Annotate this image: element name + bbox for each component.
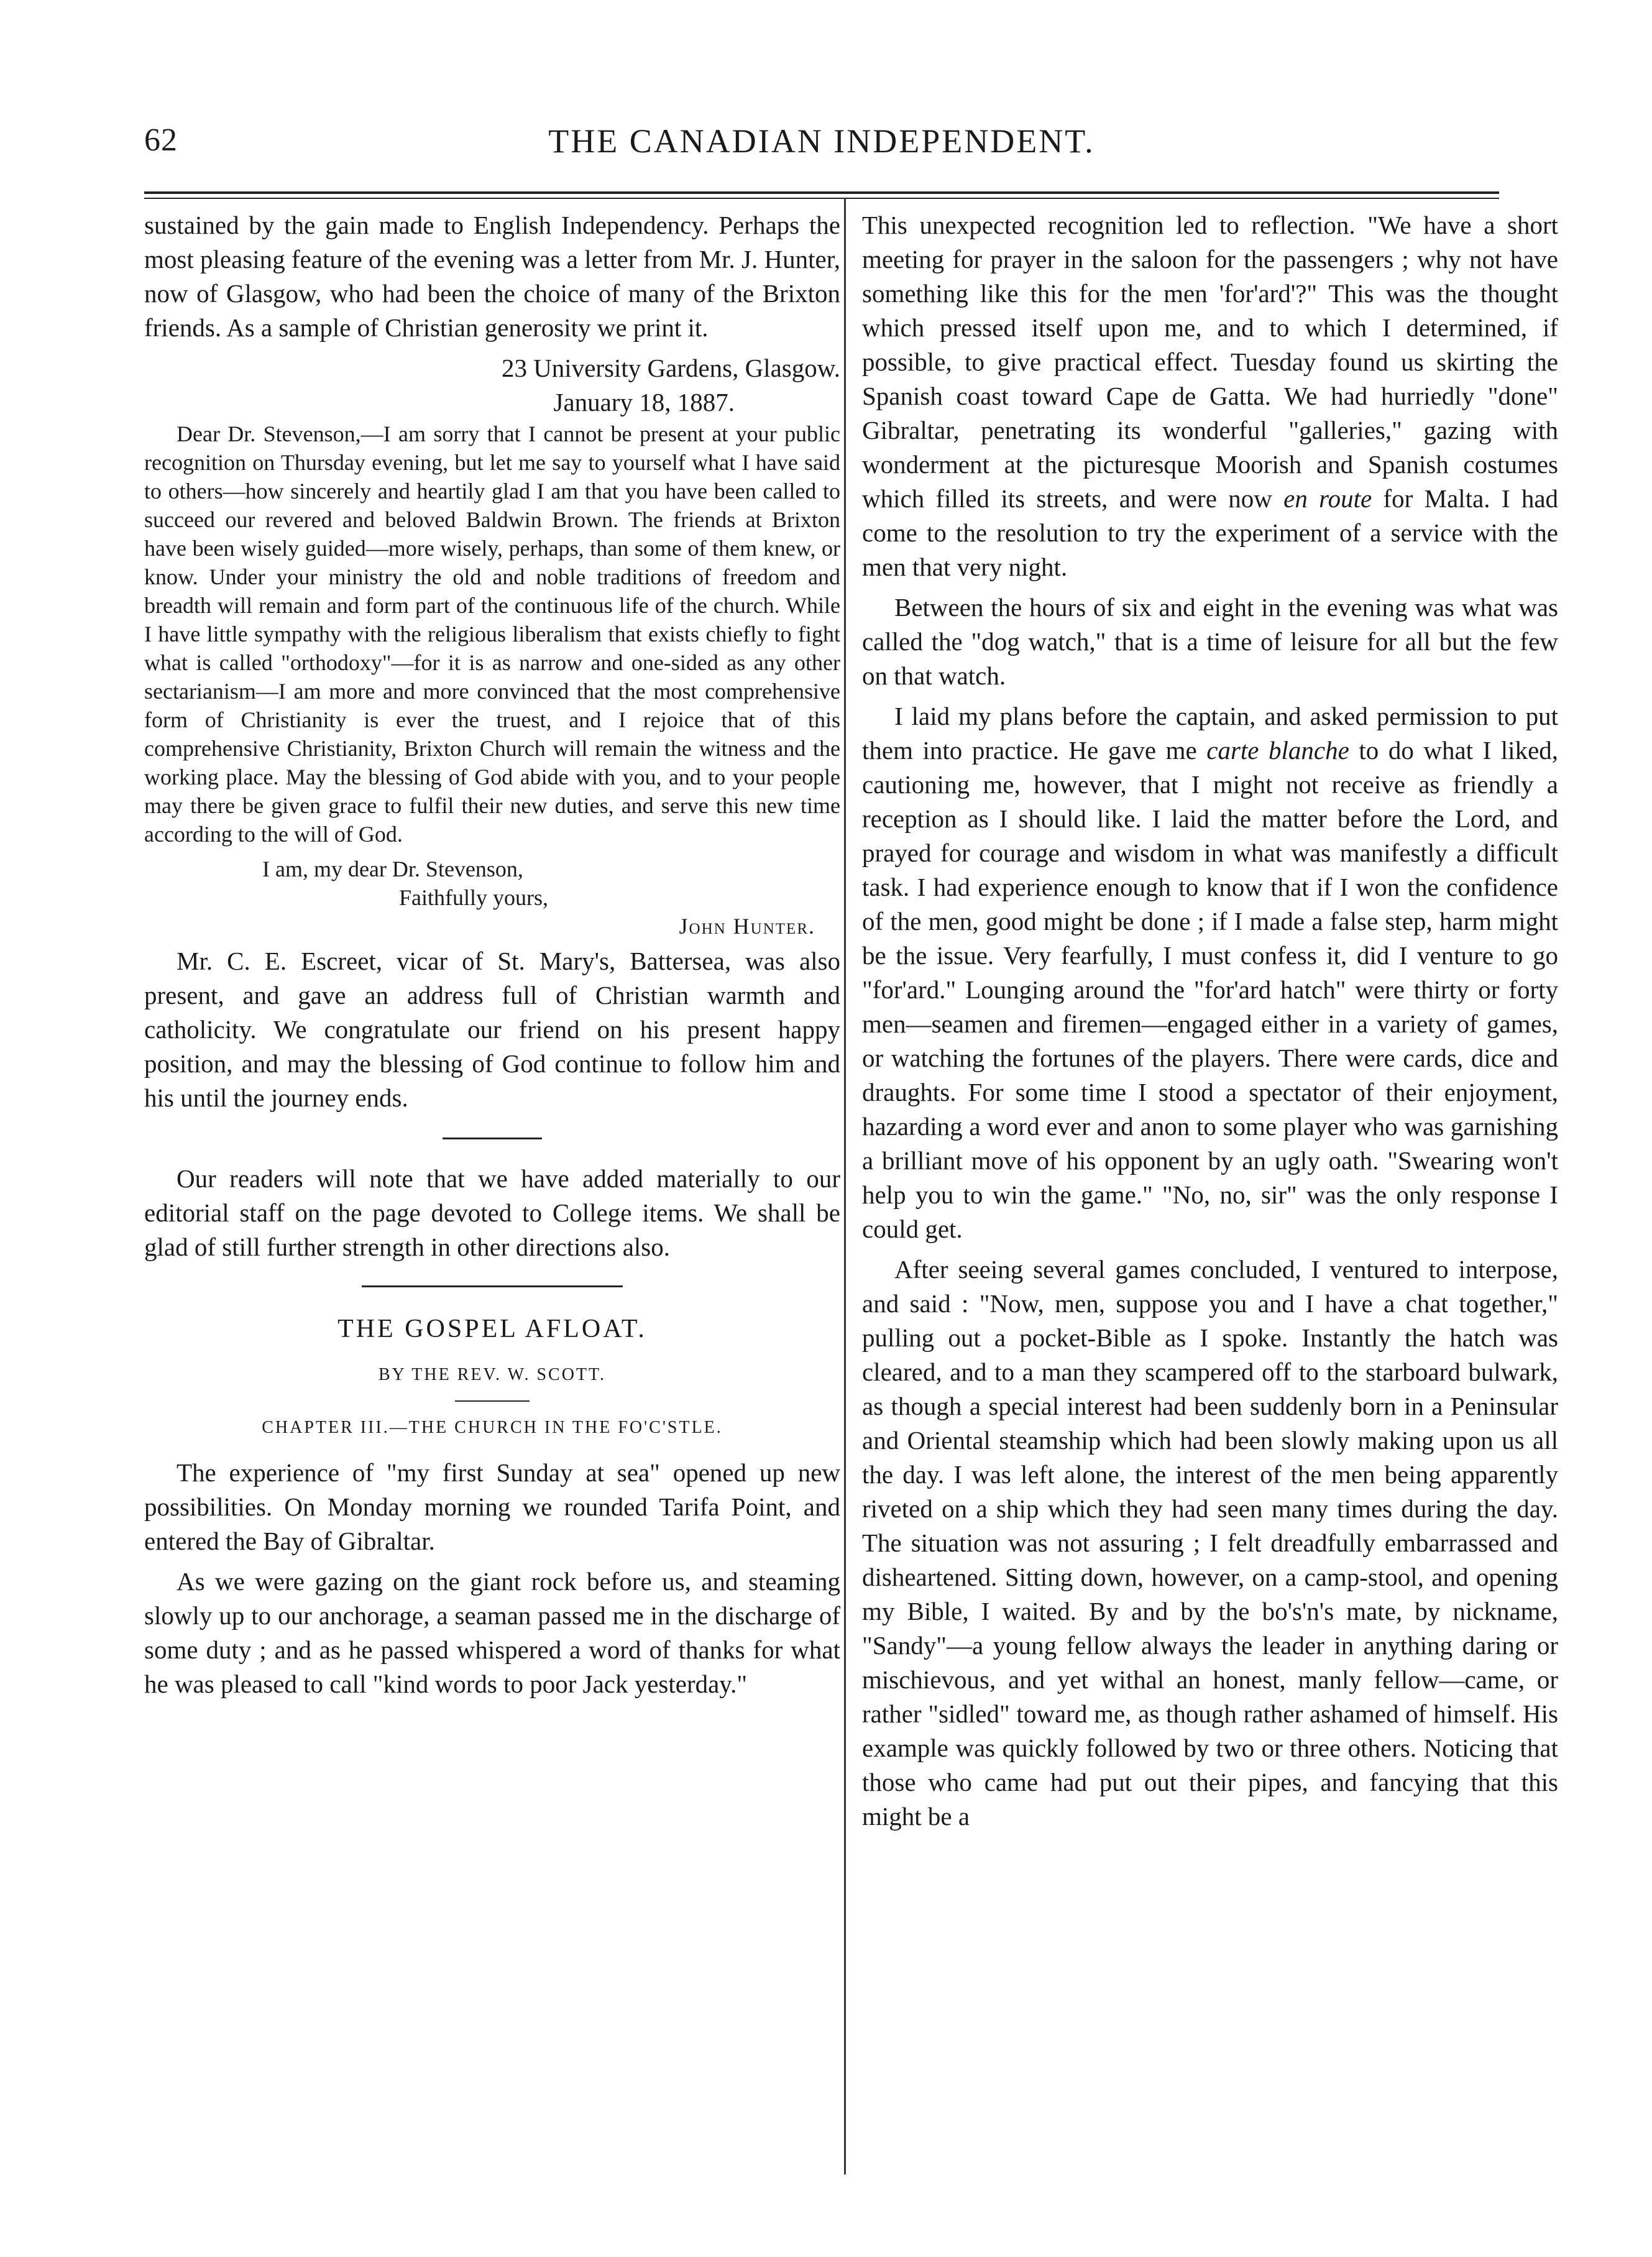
letter-valediction: Faithfully yours, — [399, 885, 548, 910]
article-byline: BY THE REV. W. SCOTT. — [378, 1365, 607, 1384]
recognition-text-a: This unexpected recognition led to reflection. "We have a short meeting for prayer in the saloon for the passengers ; why not have something like this for the men 'for'ard'?" This was the thought which pressed itself upon me, and to which I determined, if possible, to give practical effect. Tuesday found us skirting the Spanish coast toward Cape de Gatta. We had hurriedly "done" Gibraltar, penetrating its wonderful "galleries," gazing with wonderment at the picturesque Moorish and Spanish costumes which filled its streets, and were now — [862, 211, 1558, 513]
article-paragraph-1: The experience of "my first Sunday at sea" opened up new possibilities. On Monday morning we rounded Tarifa Point, and entered the Bay of Gibraltar. — [144, 1458, 840, 1555]
dog-watch-paragraph: Between the hours of six and eight in the evening was what was called the "dog watch," that is a time of leisure for all but the few on that watch. — [862, 593, 1558, 690]
recognition-text-b: for Malta. I had come to the resolution to try the experiment of a service with the men that very night. — [862, 484, 1559, 581]
letter-closing: I am, my dear Dr. Stevenson, — [262, 857, 523, 881]
captain-italic: carte blanche — [1206, 736, 1349, 765]
letter-date: January 18, 1887. — [553, 388, 735, 416]
column-divider — [844, 198, 846, 2174]
right-column — [862, 208, 1558, 1840]
byline-rule — [455, 1400, 530, 1402]
page-header — [144, 122, 1499, 172]
editorial-note: Our readers will note that we have added materially to our editorial staff on the page devoted to College items. We shall be glad of still further strength in other directions also. — [144, 1164, 840, 1261]
letter-body: Dear Dr. Stevenson,—I am sorry that I cannot be present at your public recognition on Thursday evening, but let me say to yourself what I have said to others—how sincerely and heartily glad I am that you have been called to succeed our revered and beloved Baldwin Brown. The friends at Brixton have been wisely guided—more wisely, perhaps, than some of them knew, or know. Under your ministry the old and noble traditions of freedom and breadth will remain and form part of the continuous life of the church. While I have little sympathy with the religious liberalism that exists chiefly to fight what is called "orthodoxy"—for it is as narrow and one-sided as any other sectarianism—I am more and more convinced that the most comprehensive form of Christianity is ever the truest, and I rejoice that of this comprehensive Christianity, Brixton Church will remain the witness and the working place. May the blessing of God abide with you, and to your people may there be given grace to fulfil their new duties, and serve this new time according to the will of God. — [144, 421, 840, 847]
article — [144, 1312, 840, 1701]
captain-paragraph — [862, 699, 1558, 1246]
recognition-italic: en route — [1283, 484, 1372, 513]
captain-text-a: I laid my plans before the captain, and asked permission to put them into practice. He gave me — [862, 702, 1558, 765]
recognition-paragraph — [862, 208, 1558, 584]
article-title: THE GOSPEL AFLOAT. — [337, 1315, 647, 1343]
left-column — [144, 208, 840, 1708]
header-rule-thin — [144, 198, 1499, 199]
page-number: 62 — [144, 122, 178, 158]
intro-paragraph: sustained by the gain made to English Independency. Perhaps the most pleasing feature of the evening was a letter from Mr. J. Hunter, now of Glasgow, who had been the choice of many of the Brixton friends. As a sample of Christian generosity we print it. — [144, 211, 840, 342]
article-paragraph-2: As we were gazing on the giant rock before us, and steaming slowly up to our anchorage, a seaman passed me in the discharge of some duty ; and as he passed whispered a word of thanks for what he was pleased to call "kind words to poor Jack yesterday." — [144, 1567, 840, 1698]
letter-signature: John Hunter. — [679, 914, 815, 939]
section-rule — [443, 1138, 542, 1139]
chapter-heading: CHAPTER III.—THE CHURCH IN THE FO'C'STLE. — [262, 1418, 723, 1437]
letter — [144, 351, 840, 940]
header-rule — [144, 191, 1499, 194]
captain-text-b: to do what I liked, cautioning me, however, that I might not receive as friendly a reception as I should like. I laid the matter before the Lord, and prayed for courage and wisdom in what was manifestly a difficult task. I had experience enough to know that if I won the confidence of the men, good might be done ; if I made a false step, harm might be the issue. Very fearfully, I must confess it, did I venture to go "for'ard." Lounging around the "for'ard hatch" were thirty or forty men—seamen and firemen—engaged either in a variety of games, or watching the fortunes of the players. There were cards, dice and draughts. For some time I stood a spectator of their enjoyment, hazarding a word ever and anon to some player who was garnishing a brilliant move of his opponent by an ugly oath. "Swearing won't help you to win the game." "No, no, sir" was the only response I could get. — [862, 736, 1559, 1243]
games-paragraph: After seeing several games concluded, I ventured to interpose, and said : "Now, men, suppose you and I have a chat together," pulling out a pocket-Bible as I spoke. Instantly the hatch was cleared, and to a man they scampered off to the starboard bulwark, as though a special interest had been suddenly born in a Peninsular and Oriental steamship which had been slowly making upon us all the day. I was left alone, the interest of the men being apparently riveted on a ship which they had seen many times during the day. The situation was not assuring ; I felt dreadfully embarrassed and disheartened. Sitting down, however, on a camp-stool, and opening my Bible, I waited. By and by the bo's'n's mate, by nickname, "Sandy"—a young fellow always the leader in anything daring or mischievous, and yet withal an honest, manly fellow—came, or rather "sidled" toward me, as though rather ashamed of himself. His example was quickly followed by two or three others. Noticing that those who came had put out their pipes, and fancying that this might be a — [862, 1255, 1558, 1831]
escreet-paragraph: Mr. C. E. Escreet, vicar of St. Mary's, Battersea, was also present, and gave an address full of Christian warmth and catholicity. We congratulate our friend on his present happy position, and may the blessing of God continue to follow him and his until the journey ends. — [144, 947, 840, 1112]
article-rule — [362, 1285, 623, 1287]
letter-address: 23 University Gardens, Glasgow. — [501, 354, 840, 382]
running-title: THE CANADIAN INDEPENDENT. — [548, 122, 1095, 160]
